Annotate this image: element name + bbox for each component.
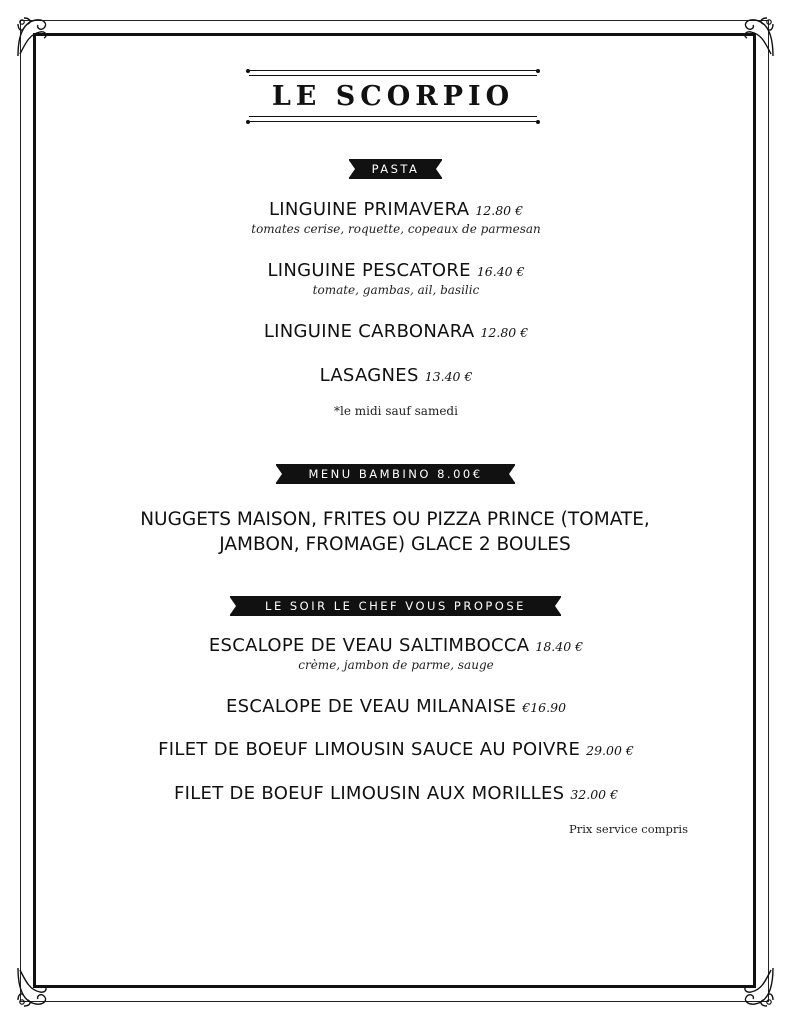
dish-name: LINGUINE CARBONARA — [263, 321, 475, 342]
section-banner-soir — [230, 596, 561, 616]
section-heading: PASTA — [371, 162, 420, 176]
dish-price: 32.00 € — [570, 787, 619, 802]
dish-name: LINGUINE PESCATORE — [267, 260, 471, 281]
dish-name: LINGUINE PRIMAVERA — [268, 199, 470, 220]
menu-item — [36, 696, 756, 717]
section-heading: MENU BAMBINO 8.00€ — [308, 467, 483, 481]
menu-item — [36, 199, 756, 236]
menu-item — [36, 321, 756, 342]
section-banner-bambino — [276, 464, 515, 484]
dish-name: ESCALOPE DE VEAU SALTIMBOCCA — [208, 635, 530, 656]
dish-price: 12.80 € — [475, 203, 524, 218]
corner-ornament-icon — [14, 964, 60, 1010]
dish-price: €16.90 — [522, 700, 567, 715]
dish-price: 16.40 € — [476, 264, 525, 279]
dish-price: 13.40 € — [424, 369, 473, 384]
menu-item — [36, 635, 756, 672]
dish-price: 18.40 € — [535, 639, 584, 654]
title-block — [249, 70, 537, 122]
restaurant-title: LE SCORPIO — [271, 81, 515, 112]
dish-name: ESCALOPE DE VEAU MILANAISE — [225, 696, 517, 717]
corner-ornament-icon — [731, 14, 777, 60]
dish-description: tomates cerise, roquette, copeaux de parmesan — [251, 222, 541, 236]
dish-description: tomate, gambas, ail, basilic — [312, 283, 480, 297]
service-note: Prix service compris — [568, 822, 688, 836]
menu-item — [36, 365, 756, 386]
dish-price: 29.00 € — [586, 743, 634, 758]
dish-name: FILET DE BOEUF LIMOUSIN AUX MORILLES — [173, 783, 565, 804]
menu-item — [36, 783, 756, 804]
dish-name: LASAGNES — [319, 365, 419, 386]
pasta-note: *le midi sauf samedi — [334, 404, 458, 418]
corner-ornament-icon — [731, 964, 777, 1010]
dish-name: FILET DE BOEUF LIMOUSIN SAUCE AU POIVRE — [158, 739, 581, 760]
corner-ornament-icon — [14, 14, 60, 60]
section-heading: LE SOIR LE CHEF VOUS PROPOSE — [265, 599, 526, 613]
dish-price: 12.80 € — [480, 325, 529, 340]
bambino-description: NUGGETS MAISON, FRITES OU PIZZA PRINCE (TOMATE, JAMBON, FROMAGE) GLACE 2 BOULES — [140, 509, 650, 555]
dish-description: crème, jambon de parme, sauge — [298, 658, 494, 672]
menu-item — [36, 739, 756, 760]
section-banner-pasta — [349, 159, 442, 179]
menu-item — [36, 260, 756, 297]
